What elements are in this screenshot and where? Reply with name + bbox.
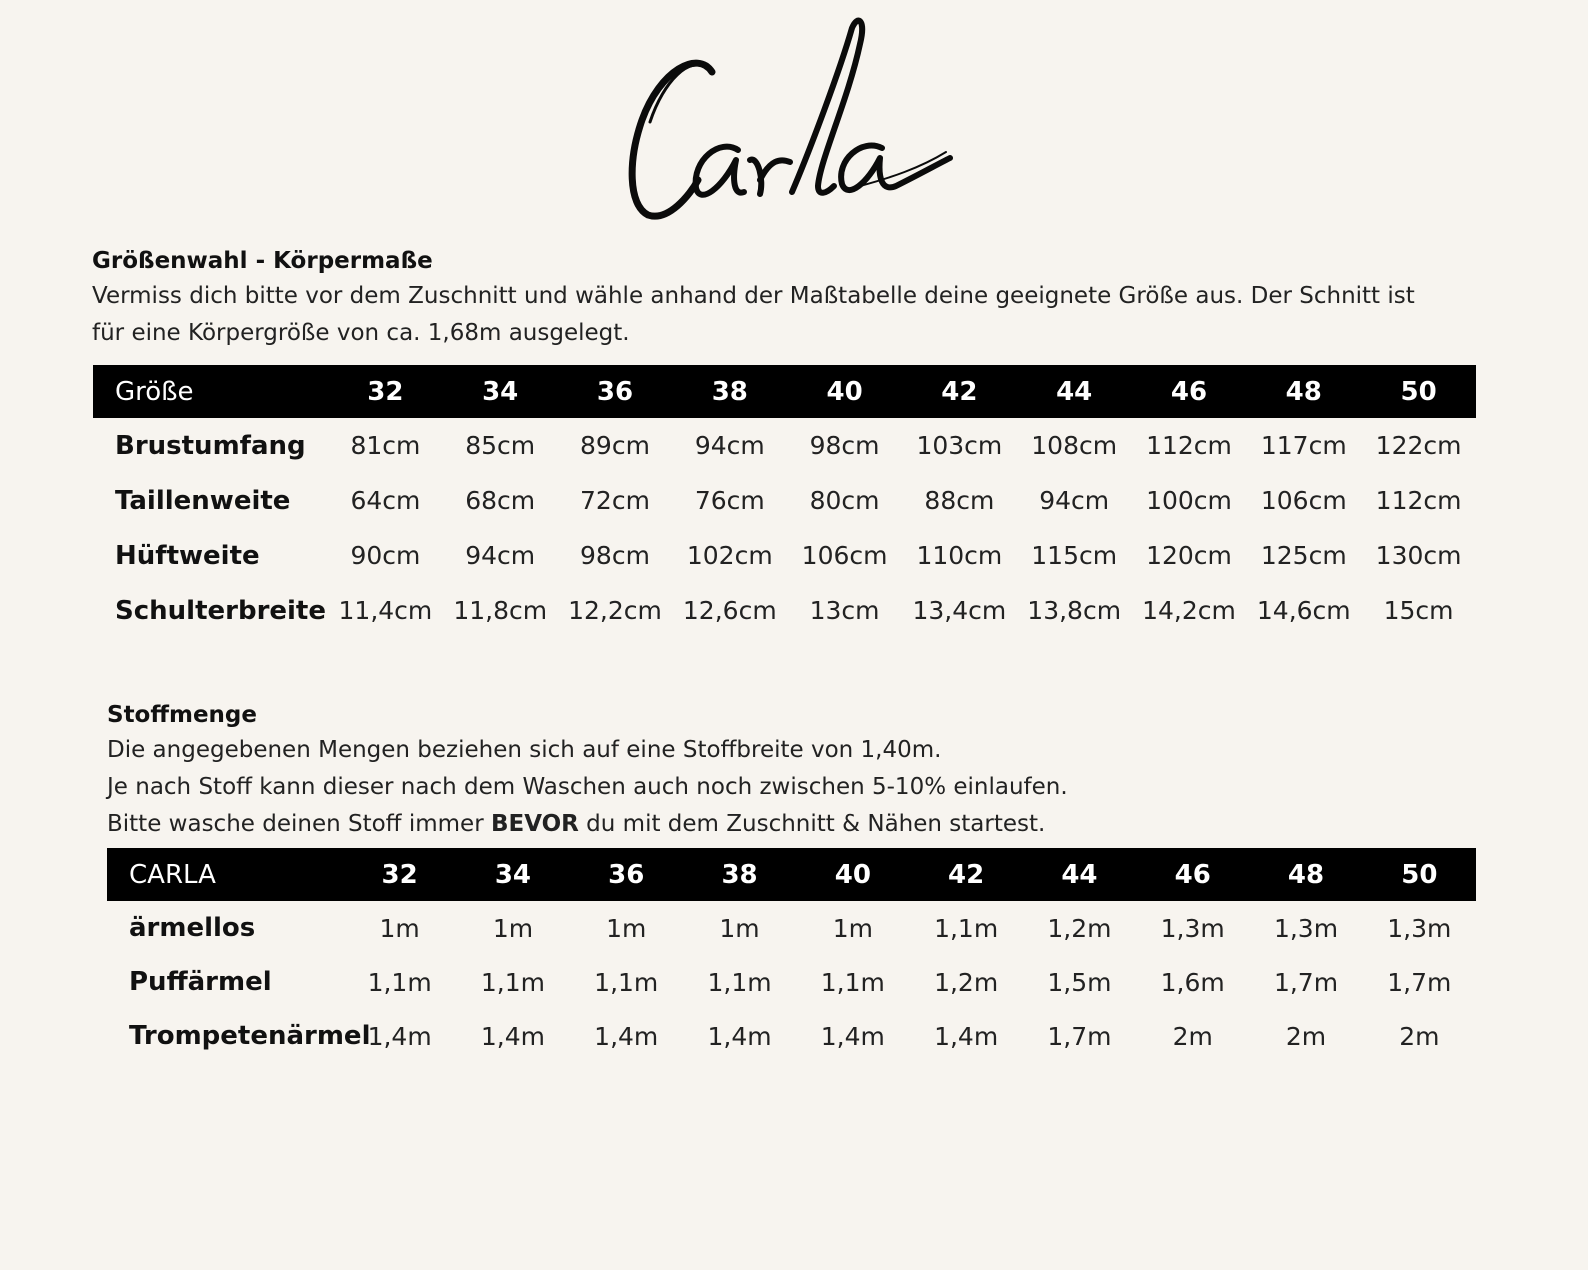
- table-cell: 14,2cm: [1142, 596, 1236, 625]
- body-measurements-table: [93, 365, 1476, 638]
- fabric-line3-bold: BEVOR: [490, 811, 579, 837]
- table-cell: 1,4m: [707, 1021, 772, 1051]
- size-header-cell: 38: [711, 376, 748, 407]
- table-cell: 122cm: [1375, 431, 1462, 460]
- table-cell: 13,8cm: [1027, 596, 1122, 625]
- table-cell: 68cm: [465, 486, 536, 515]
- size-section-text-line2: für eine Körpergröße von ca. 1,68m ausgelegt.: [92, 320, 630, 346]
- table-cell: 76cm: [694, 486, 765, 515]
- table-cell: 80cm: [809, 486, 880, 515]
- table-cell: 115cm: [1031, 541, 1118, 570]
- table-cell: 1,4m: [820, 1021, 885, 1051]
- table-cell: 1,6m: [1160, 967, 1225, 997]
- table-row: [93, 583, 1476, 638]
- size-header-cell: 40: [834, 859, 871, 890]
- table-cell: 89cm: [580, 431, 650, 460]
- table-cell: 1m: [832, 913, 873, 943]
- table-cell: 1,1m: [594, 967, 659, 997]
- size-header-cell: 46: [1170, 376, 1208, 407]
- size-header-cell: 38: [721, 859, 758, 890]
- size-header-cell: 36: [608, 859, 645, 890]
- table-cell: 94cm: [465, 541, 536, 570]
- size-header-cell: 42: [941, 376, 978, 407]
- table-cell: 1,1m: [480, 967, 545, 997]
- table-row: [93, 473, 1476, 528]
- table-cell: 98cm: [809, 431, 880, 460]
- table-cell: 108cm: [1031, 431, 1118, 460]
- table-cell: 1m: [492, 913, 534, 943]
- table-row: [107, 955, 1476, 1009]
- table-cell: 64cm: [350, 486, 421, 515]
- table-cell: 2m: [1172, 1021, 1213, 1051]
- table-cell: 106cm: [801, 541, 888, 570]
- table-row: [93, 528, 1476, 583]
- table-cell: 1,4m: [594, 1021, 659, 1051]
- table-cell: 1,1m: [934, 913, 999, 943]
- table-cell: 1,2m: [934, 967, 999, 997]
- size-section-heading: Größenwahl - Körpermaße: [92, 248, 433, 274]
- table-cell: 88cm: [924, 486, 995, 515]
- table-cell: 1,1m: [707, 967, 772, 997]
- size-header-label: Größe: [115, 376, 194, 407]
- table-cell: 98cm: [580, 541, 650, 570]
- table-row: [107, 1009, 1476, 1063]
- size-header-cell: 36: [596, 376, 634, 407]
- table-cell: 94cm: [1039, 486, 1110, 515]
- size-header-cell: 40: [826, 376, 863, 407]
- fabric-section-line2: Je nach Stoff kann dieser nach dem Waschen auch noch zwischen 5-10% einlaufen.: [107, 774, 1068, 800]
- fabric-line3-pre: Bitte wasche deinen Stoff immer: [107, 811, 491, 837]
- table-cell: 81cm: [350, 431, 421, 460]
- size-section-text-line1: Vermiss dich bitte vor dem Zuschnitt und wähle anhand der Maßtabelle deine geeignete Größe aus. Der Schnitt ist: [92, 283, 1415, 309]
- table-cell: 130cm: [1375, 541, 1462, 570]
- row-label: Puffärmel: [129, 967, 272, 997]
- table-cell: 112cm: [1375, 486, 1462, 515]
- size-header-cell: 34: [482, 376, 519, 407]
- table-cell: 1,7m: [1273, 967, 1339, 997]
- table-cell: 1m: [379, 913, 420, 943]
- fabric-header-label: CARLA: [129, 859, 216, 890]
- row-label: Hüftweite: [115, 540, 260, 571]
- table-cell: 1,3m: [1273, 913, 1339, 943]
- table-cell: 11,8cm: [453, 596, 548, 625]
- carla-script-logo: [620, 10, 960, 230]
- table-cell: 100cm: [1146, 486, 1232, 515]
- size-header-cell: 42: [948, 859, 985, 890]
- table-header-row: [107, 848, 1476, 901]
- table-header-row: [93, 365, 1476, 418]
- fabric-amount-section: [107, 698, 1507, 843]
- table-cell: 14,6cm: [1256, 596, 1351, 625]
- table-cell: 13,4cm: [912, 596, 1007, 625]
- size-header-cell: 48: [1287, 859, 1325, 890]
- row-label: Trompetenärmel: [129, 1021, 371, 1051]
- size-selection-section: [92, 244, 1512, 352]
- size-header-cell: 50: [1401, 859, 1438, 890]
- table-row: [107, 901, 1476, 955]
- table-cell: 102cm: [686, 541, 773, 570]
- table-cell: 11,4cm: [338, 596, 433, 625]
- table-cell: 103cm: [916, 431, 1003, 460]
- fabric-section-line1: Die angegebenen Mengen beziehen sich auf eine Stoffbreite von 1,40m.: [107, 737, 942, 763]
- size-header-cell: 46: [1174, 859, 1211, 890]
- table-cell: 90cm: [350, 541, 421, 570]
- table-cell: 2m: [1399, 1021, 1440, 1051]
- table-row: [93, 418, 1476, 473]
- table-cell: 12,6cm: [682, 596, 777, 625]
- row-label: Brustumfang: [115, 430, 306, 461]
- table-cell: 106cm: [1260, 486, 1347, 515]
- size-header-cell: 48: [1285, 376, 1322, 407]
- table-cell: 1,4m: [934, 1021, 999, 1051]
- table-cell: 1m: [719, 913, 760, 943]
- fabric-section-line3: [107, 806, 1507, 843]
- table-cell: 1,5m: [1047, 967, 1112, 997]
- size-header-cell: 44: [1056, 376, 1093, 407]
- table-cell: 1,3m: [1160, 913, 1225, 943]
- table-cell: 120cm: [1146, 541, 1232, 570]
- table-cell: 1,2m: [1047, 913, 1112, 943]
- table-cell: 1m: [606, 913, 647, 943]
- row-label: ärmellos: [129, 913, 256, 943]
- fabric-section-heading: Stoffmenge: [107, 702, 257, 728]
- size-header-cell: 50: [1400, 376, 1437, 407]
- table-cell: 85cm: [465, 431, 536, 460]
- table-cell: 1,1m: [367, 967, 432, 997]
- table-cell: 1,4m: [367, 1021, 432, 1051]
- table-cell: 110cm: [916, 541, 1003, 570]
- table-cell: 2m: [1285, 1021, 1327, 1051]
- fabric-amount-table: [107, 848, 1476, 1063]
- table-cell: 125cm: [1260, 541, 1347, 570]
- table-cell: 13cm: [809, 596, 880, 625]
- table-cell: 94cm: [694, 431, 765, 460]
- table-cell: 1,3m: [1387, 913, 1452, 943]
- size-header-cell: 44: [1061, 859, 1098, 890]
- table-cell: 1,7m: [1047, 1021, 1112, 1051]
- table-cell: 112cm: [1146, 431, 1232, 460]
- fabric-line3-post: du mit dem Zuschnitt & Nähen startest.: [578, 811, 1046, 837]
- table-cell: 12,2cm: [568, 596, 662, 625]
- row-label: Taillenweite: [115, 485, 291, 516]
- table-cell: 15cm: [1383, 596, 1454, 625]
- row-label: Schulterbreite: [115, 595, 326, 626]
- table-cell: 1,1m: [820, 967, 885, 997]
- table-cell: 1,4m: [480, 1021, 545, 1051]
- table-cell: 117cm: [1260, 431, 1347, 460]
- size-header-cell: 32: [381, 859, 418, 890]
- table-cell: 72cm: [580, 486, 650, 515]
- table-cell: 1,7m: [1387, 967, 1452, 997]
- size-header-cell: 34: [494, 859, 532, 890]
- size-header-cell: 32: [367, 376, 404, 407]
